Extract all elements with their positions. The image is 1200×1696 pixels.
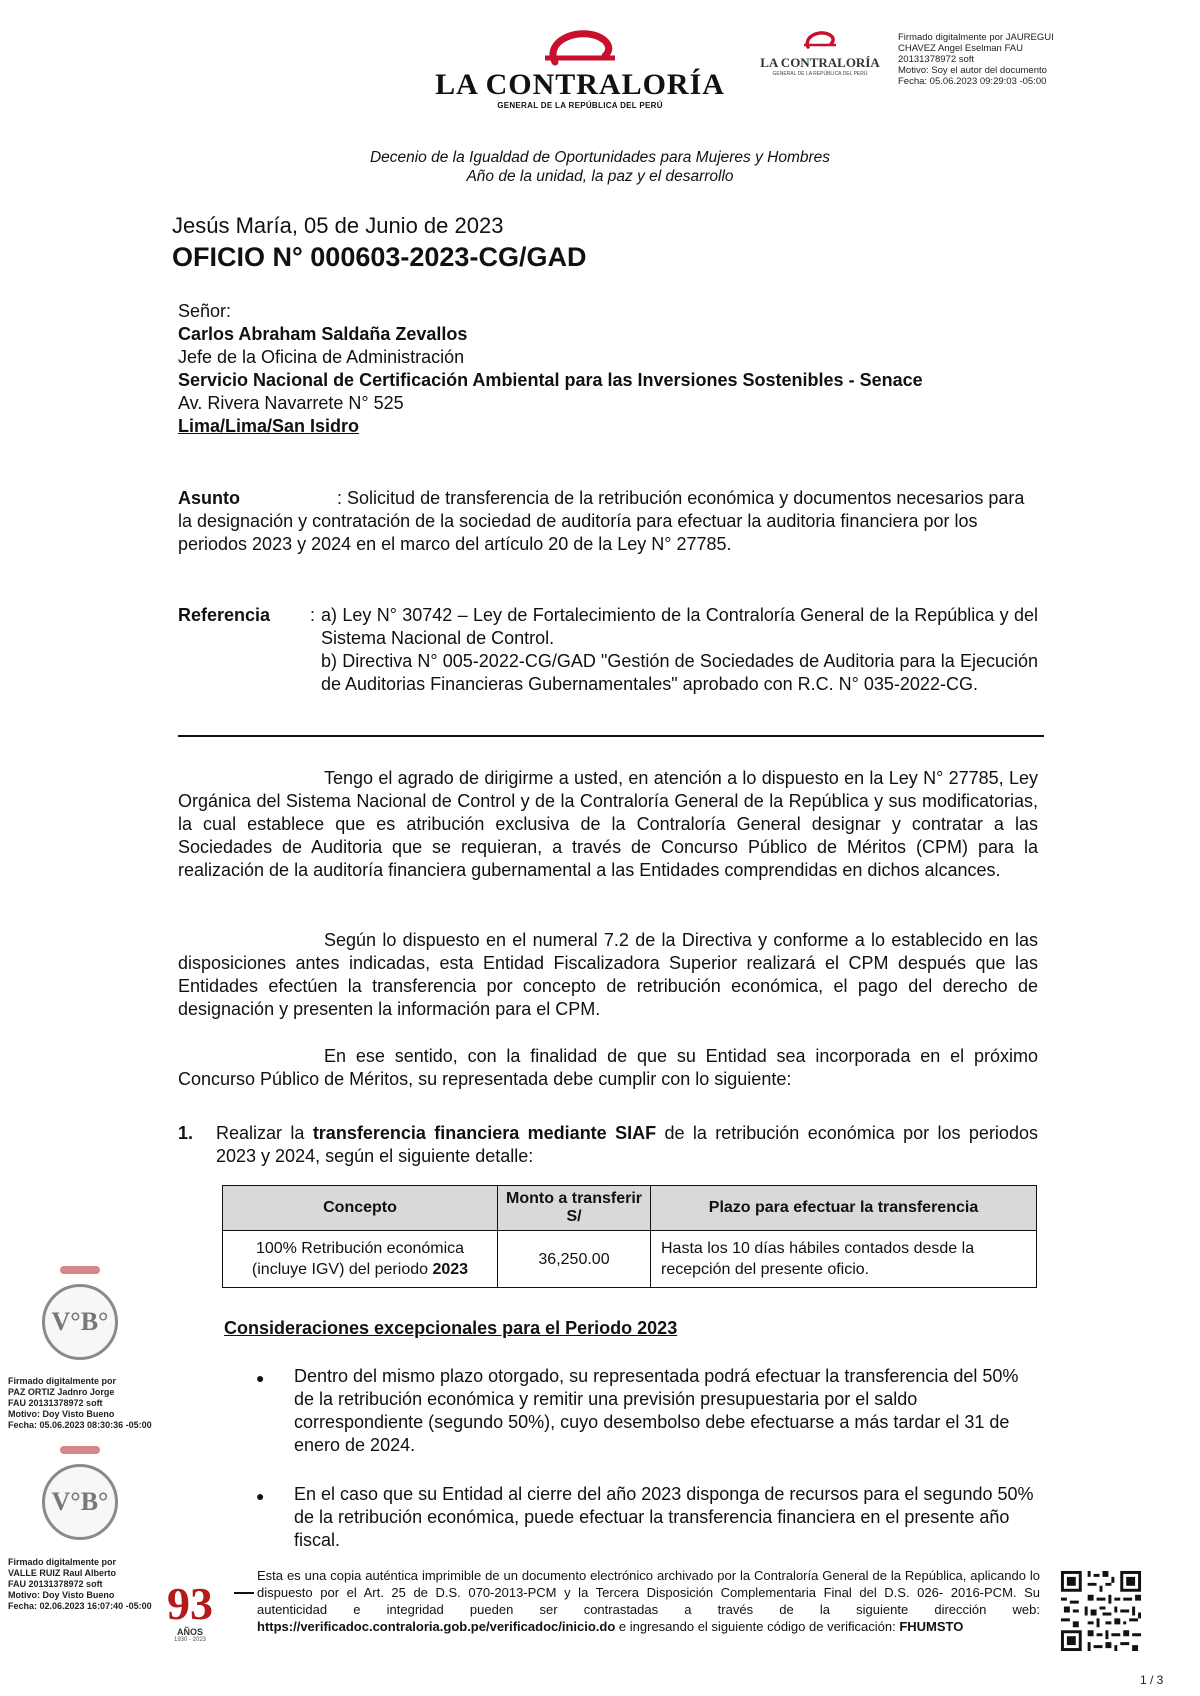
- table-cell-concepto: [223, 1231, 498, 1288]
- asunto-colon: :: [337, 488, 343, 508]
- asunto-label: Asunto: [178, 488, 240, 508]
- signature-line: Firmado digitalmente por: [8, 1376, 117, 1386]
- table-header-plazo: Plazo para efectuar la transferencia: [651, 1186, 1037, 1231]
- table-row: [223, 1231, 1037, 1288]
- visto-bueno-signature-2: [8, 1557, 152, 1612]
- paragraph-3: En ese sentido, con la finalidad de que su Entidad sea incorporada en el próximo Concurso Público de Méritos, su representada debe cumplir con lo siguiente:: [178, 1046, 1038, 1089]
- referencia-b: b) Directiva N° 005-2022-CG/GAD "Gestión de Sociedades de Auditoria para la Ejecución de Auditorias Financieras Gubernamentales" aprobado con R.C. N° 035-2022-CG.: [321, 651, 1038, 694]
- addressee-position: Jefe de la Oficina de Administración: [178, 347, 465, 367]
- consideraciones-title: Consideraciones excepcionales para el Periodo 2023: [224, 1318, 678, 1338]
- item-1-bold: transferencia financiera mediante SIAF: [312, 1123, 657, 1143]
- decenio-header: [0, 148, 1200, 186]
- anniversary-emblem: [150, 1563, 230, 1653]
- addressee-location: Lima/Lima/San Isidro: [178, 416, 360, 436]
- concepto-year: 2023: [432, 1261, 469, 1278]
- bullet-item: Dentro del mismo plazo otorgado, su representada podrá efectuar la transferencia del 50% de la retribución económica y remitir una previsión presupuestaria por el saldo correspondiente (segundo 50%), cuyo desembolso debe efectuarse a más tardar el 31 de enero de 2024.: [294, 1366, 1019, 1455]
- contraloria-logo: [430, 28, 730, 128]
- signature-logo: [760, 30, 880, 77]
- footer-text: Esta es una copia auténtica imprimible de un documento electrónico archivado por la Contraloría General de la República, aplicando lo dispuesto por el Art. 25 de D.S. 070-2013-PCM y la Tercera Disposición Complementaria Final del D.S. 026- 2016-PCM. Su autenticidad e integridad pueden ser contrastadas a través de la siguiente dirección web:: [257, 1568, 1040, 1617]
- anniversary-years: 1930 - 2023: [173, 1637, 207, 1643]
- item-1-post: de la retribución económica por los periodos 2023 y 2024, según el siguiente detalle:: [216, 1123, 1038, 1166]
- table-cell-plazo: Hasta los 10 días hábiles contados desde la recepción del presente oficio.: [651, 1231, 1037, 1288]
- anniversary-label: AÑOS: [176, 1627, 203, 1637]
- table-cell-monto: 36,250.00: [498, 1231, 651, 1288]
- verification-code: FHUMSTO: [899, 1619, 964, 1634]
- visto-bueno-stamp: [38, 1460, 118, 1540]
- item-1-text: [216, 1122, 1038, 1168]
- stamp-ribbon: [60, 1446, 100, 1454]
- signature-emblem-icon: [800, 30, 840, 50]
- anniversary-number: 93: [167, 1578, 213, 1629]
- item-1-pre: Realizar la: [216, 1123, 305, 1143]
- item-number: 1.: [178, 1123, 194, 1143]
- oficio-number: OFICIO N° 000603-2023-CG/GAD: [172, 242, 587, 272]
- signature-line: PAZ ORTIZ Jadnro Jorge: [8, 1387, 115, 1397]
- referencia-a: a) Ley N° 30742 – Ley de Fortalecimiento de la Contraloría General de la República y del Sistema Nacional de Control.: [321, 605, 1038, 648]
- footer-text-mid: e ingresando el siguiente código de verificación:: [618, 1619, 896, 1634]
- signature-line: Motivo: Soy el autor del documento: [898, 65, 1047, 76]
- signature-logo-subtitle: GENERAL DE LA REPÚBLICA DEL PERÚ: [772, 71, 868, 77]
- signature-line: Firmado digitalmente por: [8, 1557, 117, 1567]
- stamp-ribbon: [60, 1266, 100, 1274]
- contraloria-emblem-icon: [535, 28, 625, 68]
- asunto-text: [178, 487, 1038, 556]
- table-header-monto: Monto a transferir S/: [498, 1186, 651, 1231]
- paragraph-1: Tengo el agrado de dirigirme a usted, en atención a lo dispuesto en la Ley N° 27785, Ley Orgánica del Sistema Nacional de Control y de la Contraloría General de la República y sus modificatorias, la cual establece que es atribución exclusiva de la Contraloría General designar y contratar a las Sociedades de Auditoria que se requieran, a través de Concurso Público de Méritos (CPM) para la realización de la auditoría financiera gubernamental a las Entidades comprendidas en dichos alcances.: [178, 768, 1038, 880]
- signature-line: FAU 20131378972 soft: [8, 1398, 103, 1408]
- signature-line: Motivo: Doy Visto Bueno: [8, 1409, 115, 1419]
- bullet-dot-icon: ●: [256, 1488, 265, 1504]
- footer-dash: [234, 1592, 254, 1594]
- paragraph-2: Según lo dispuesto en el numeral 7.2 de la Directiva y conforme a lo establecido en las disposiciones antes indicadas, esta Entidad Fiscalizadora Superior realizará el CPM después que las Entidades efectúen la transferencia por concepto de retribución económica, el pago del derecho de designación y presenten la información para el CPM.: [178, 930, 1038, 1019]
- qr-code-icon: [1058, 1568, 1144, 1654]
- decenio-line: Decenio de la Igualdad de Oportunidades para Mujeres y Hombres: [369, 149, 831, 166]
- signature-line: Fecha: 05.06.2023 08:30:36 -05:00: [8, 1420, 152, 1430]
- signature-line: CHAVEZ Angel Eselman FAU: [898, 43, 1023, 54]
- asunto-body: Solicitud de transferencia de la retribución económica y documentos necesarios para la designación y contratación de la sociedad de auditoría para efectuar la auditoria financiera por los periodos 2023 y 2024 en el marco del artículo 20 de la Ley N° 27785.: [178, 488, 1025, 554]
- bullet-dot-icon: ●: [256, 1370, 265, 1386]
- bullet-item: En el caso que su Entidad al cierre del año 2023 disponga de recursos para el segundo 50% de la retribución económica, puede efectuar la transferencia financiera en el presente año fiscal.: [294, 1484, 1034, 1550]
- page-number: 1 / 3: [1140, 1673, 1164, 1687]
- addressee-entity: Servicio Nacional de Certificación Ambiental para las Inversiones Sostenibles - Senace: [178, 370, 923, 390]
- visto-bueno-stamp: [38, 1280, 118, 1360]
- signature-line: Motivo: Doy Visto Bueno: [8, 1590, 115, 1600]
- signature-line: 20131378972 soft: [898, 54, 975, 65]
- org-name: LA CONTRALORÍA: [435, 68, 725, 101]
- referencia-list: [321, 604, 1038, 696]
- year-name-line: Año de la unidad, la paz y el desarrollo: [466, 168, 734, 185]
- salutation: Señor:: [178, 301, 232, 321]
- visto-bueno-signature-1: [8, 1376, 152, 1431]
- visto-bueno-icon: V°B°: [42, 1464, 118, 1540]
- digital-signature-block: [898, 32, 1098, 87]
- verification-link[interactable]: https://verificadoc.contraloria.gob.pe/verificadoc/inicio.do: [257, 1619, 616, 1634]
- addressee-block: [178, 300, 923, 438]
- signature-line: Fecha: 02.06.2023 16:07:40 -05:00: [8, 1601, 152, 1611]
- signature-line: VALLE RUIZ Raul Alberto: [8, 1568, 116, 1578]
- referencia-label: Referencia: [178, 605, 271, 625]
- place-date: Jesús María, 05 de Junio de 2023: [172, 213, 504, 238]
- transfer-table: [222, 1185, 1037, 1288]
- referencia-colon: :: [310, 605, 316, 625]
- signature-line: Fecha: 05.06.2023 09:29:03 -05:00: [898, 76, 1047, 87]
- addressee-name: Carlos Abraham Saldaña Zevallos: [178, 324, 468, 344]
- signature-line: FAU 20131378972 soft: [8, 1579, 103, 1589]
- visto-bueno-icon: V°B°: [42, 1284, 118, 1360]
- table-header-concepto: Concepto: [223, 1186, 498, 1231]
- addressee-address: Av. Rivera Navarrete N° 525: [178, 393, 404, 413]
- table-header-row: [223, 1186, 1037, 1231]
- org-subtitle: GENERAL DE LA REPÚBLICA DEL PERÚ: [497, 101, 663, 110]
- signature-logo-name: LA CONTRALORÍA: [760, 55, 880, 70]
- concepto-text: 100% Retribución económica (incluye IGV) del periodo: [251, 1240, 465, 1278]
- footer-authenticity: [257, 1567, 1040, 1635]
- signature-line: Firmado digitalmente por JAUREGUI: [898, 32, 1054, 43]
- section-divider: [178, 735, 1044, 737]
